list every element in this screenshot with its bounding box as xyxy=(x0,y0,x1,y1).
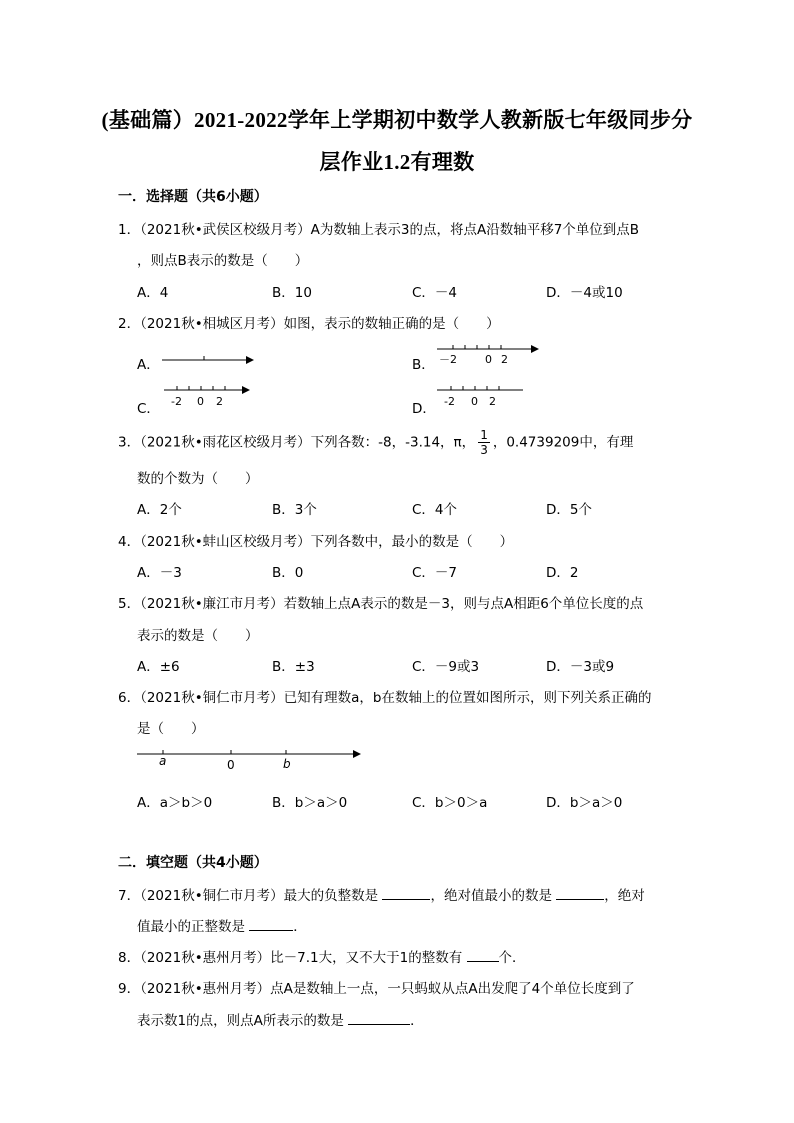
q2-option-a-number-line xyxy=(160,350,260,370)
question-9-text-part1: 表示数1的点，则点A所表示的数是 xyxy=(137,1013,344,1029)
q2-option-d-label: D． xyxy=(412,401,436,417)
q4-option-b: B．0 xyxy=(272,565,304,581)
q2-option-d-number-line xyxy=(435,380,535,410)
q2-c-tick-label-2: 2 xyxy=(216,395,223,408)
q5-option-b: B．±3 xyxy=(272,659,315,675)
q4-option-d: D．2 xyxy=(546,565,579,581)
question-7-text-part5: ． xyxy=(293,919,307,935)
worksheet-title-line2: 层作业1.2有理数 xyxy=(319,150,475,174)
q6-number-line xyxy=(135,744,370,774)
q3-option-a: A．2个 xyxy=(137,502,182,518)
question-1-text-cont: ，则点B表示的数是（ ） xyxy=(137,253,309,269)
question-6-text-cont: 是（ ） xyxy=(137,721,205,737)
q9-answer-blank[interactable] xyxy=(348,1012,410,1025)
q5-option-a: A．±6 xyxy=(137,659,180,675)
q3-option-d: D．5个 xyxy=(546,502,592,518)
question-5-text-cont: 表示的数是（ ） xyxy=(137,628,259,644)
question-7-text-part1: 7．（2021秋•铜仁市月考）最大的负整数是 xyxy=(118,888,379,904)
q2-d-tick-label-neg2: -2 xyxy=(444,395,455,408)
section-fill-in-heading: 二．填空题（共4小题） xyxy=(118,855,268,871)
q1-option-a: A．4 xyxy=(137,285,169,301)
q2-b-tick-label-2: 2 xyxy=(501,353,508,366)
fraction-one-third xyxy=(478,428,490,457)
section-multiple-choice-heading: 一．选择题（共6小题） xyxy=(118,189,268,205)
q1-option-c: C．－4 xyxy=(412,285,458,301)
q6-option-a: A．a＞b＞0 xyxy=(137,795,213,811)
q1-option-b: B．10 xyxy=(272,285,312,301)
q6-option-c: C．b＞0＞a xyxy=(412,795,488,811)
question-2-text: 2．（2021秋•相城区月考）如图，表示的数轴正确的是（ ） xyxy=(118,316,500,332)
question-8-text xyxy=(118,946,526,966)
q8-answer-blank[interactable] xyxy=(467,949,499,962)
q3-option-b: B．3个 xyxy=(272,502,317,518)
q2-b-tick-label-0: 0 xyxy=(485,353,492,366)
question-3-text-cont: 数的个数为（ ） xyxy=(137,471,259,487)
question-9-text-cont xyxy=(137,1009,424,1029)
q2-option-c-label: C． xyxy=(137,401,160,417)
question-3-text-part2: ，0.4739209中，有理 xyxy=(492,434,634,451)
q6-axis-label-0: 0 xyxy=(227,758,235,772)
q7-answer-blank-3[interactable] xyxy=(249,918,293,931)
question-6-text: 6．（2021秋•铜仁市月考）已知有理数a，b在数轴上的位置如图所示，则下列关系正确的 xyxy=(118,690,652,706)
question-8-text-part1: 8．（2021秋•惠州月考）比－7.1大，又不大于1的整数有 xyxy=(118,950,463,966)
fraction-denominator: 3 xyxy=(480,443,488,457)
q6-axis-label-b: b xyxy=(283,757,291,771)
question-9-text: 9．（2021秋•惠州月考）点A是数轴上一点，一只蚂蚁从点A出发爬了4个单位长度到了 xyxy=(118,981,635,997)
q6-axis-label-a: a xyxy=(159,754,167,768)
question-7-text-part2: ，绝对值最小的数是 xyxy=(430,888,552,904)
q2-d-tick-label-0: 0 xyxy=(471,395,478,408)
fraction-numerator: 1 xyxy=(480,428,488,442)
q7-answer-blank-1[interactable] xyxy=(382,887,430,900)
question-3-text-part1: 3．（2021秋•雨花区校级月考）下列各数：-8，-3.14，π， xyxy=(118,434,476,451)
question-7-text-part4: 值最小的正整数是 xyxy=(137,919,245,935)
q2-c-tick-label-0: 0 xyxy=(197,395,204,408)
q5-option-d: D．－3或9 xyxy=(546,659,615,675)
question-4-text: 4．（2021秋•蚌山区校级月考）下列各数中，最小的数是（ ） xyxy=(118,534,514,550)
question-3-text xyxy=(118,428,633,457)
q4-option-c: C．－7 xyxy=(412,565,458,581)
q6-option-d: D．b＞a＞0 xyxy=(546,795,623,811)
q2-option-b-number-line xyxy=(435,340,545,366)
question-8-text-part2: 个． xyxy=(498,950,526,966)
q2-option-c-number-line xyxy=(160,380,260,410)
question-7-text-cont xyxy=(137,915,307,935)
q1-option-d: D．－4或10 xyxy=(546,285,623,301)
question-1-text: 1．（2021秋•武侯区校级月考）A为数轴上表示3的点，将点A沿数轴平移7个单位到点B xyxy=(118,222,640,238)
q2-option-b-label: B． xyxy=(412,357,435,373)
question-9-text-part2: ． xyxy=(410,1013,424,1029)
question-7-text-part3: ，绝对 xyxy=(604,888,645,904)
q5-option-c: C．－9或3 xyxy=(412,659,480,675)
q4-option-a: A．－3 xyxy=(137,565,182,581)
q7-answer-blank-2[interactable] xyxy=(556,887,604,900)
q2-d-tick-label-2: 2 xyxy=(489,395,496,408)
q2-c-tick-label-neg2: -2 xyxy=(171,395,182,408)
q6-option-b: B．b＞a＞0 xyxy=(272,795,348,811)
worksheet-title-line1: (基础篇）2021-2022学年上学期初中数学人教新版七年级同步分 xyxy=(101,108,693,132)
q3-option-c: C．4个 xyxy=(412,502,458,518)
question-7-text xyxy=(118,884,645,904)
q2-b-tick-label-neg2: －2 xyxy=(439,353,457,366)
q2-option-a-label: A． xyxy=(137,357,160,373)
question-5-text: 5．（2021秋•廉江市月考）若数轴上点A表示的数是－3，则与点A相距6个单位长度的点 xyxy=(118,596,644,612)
